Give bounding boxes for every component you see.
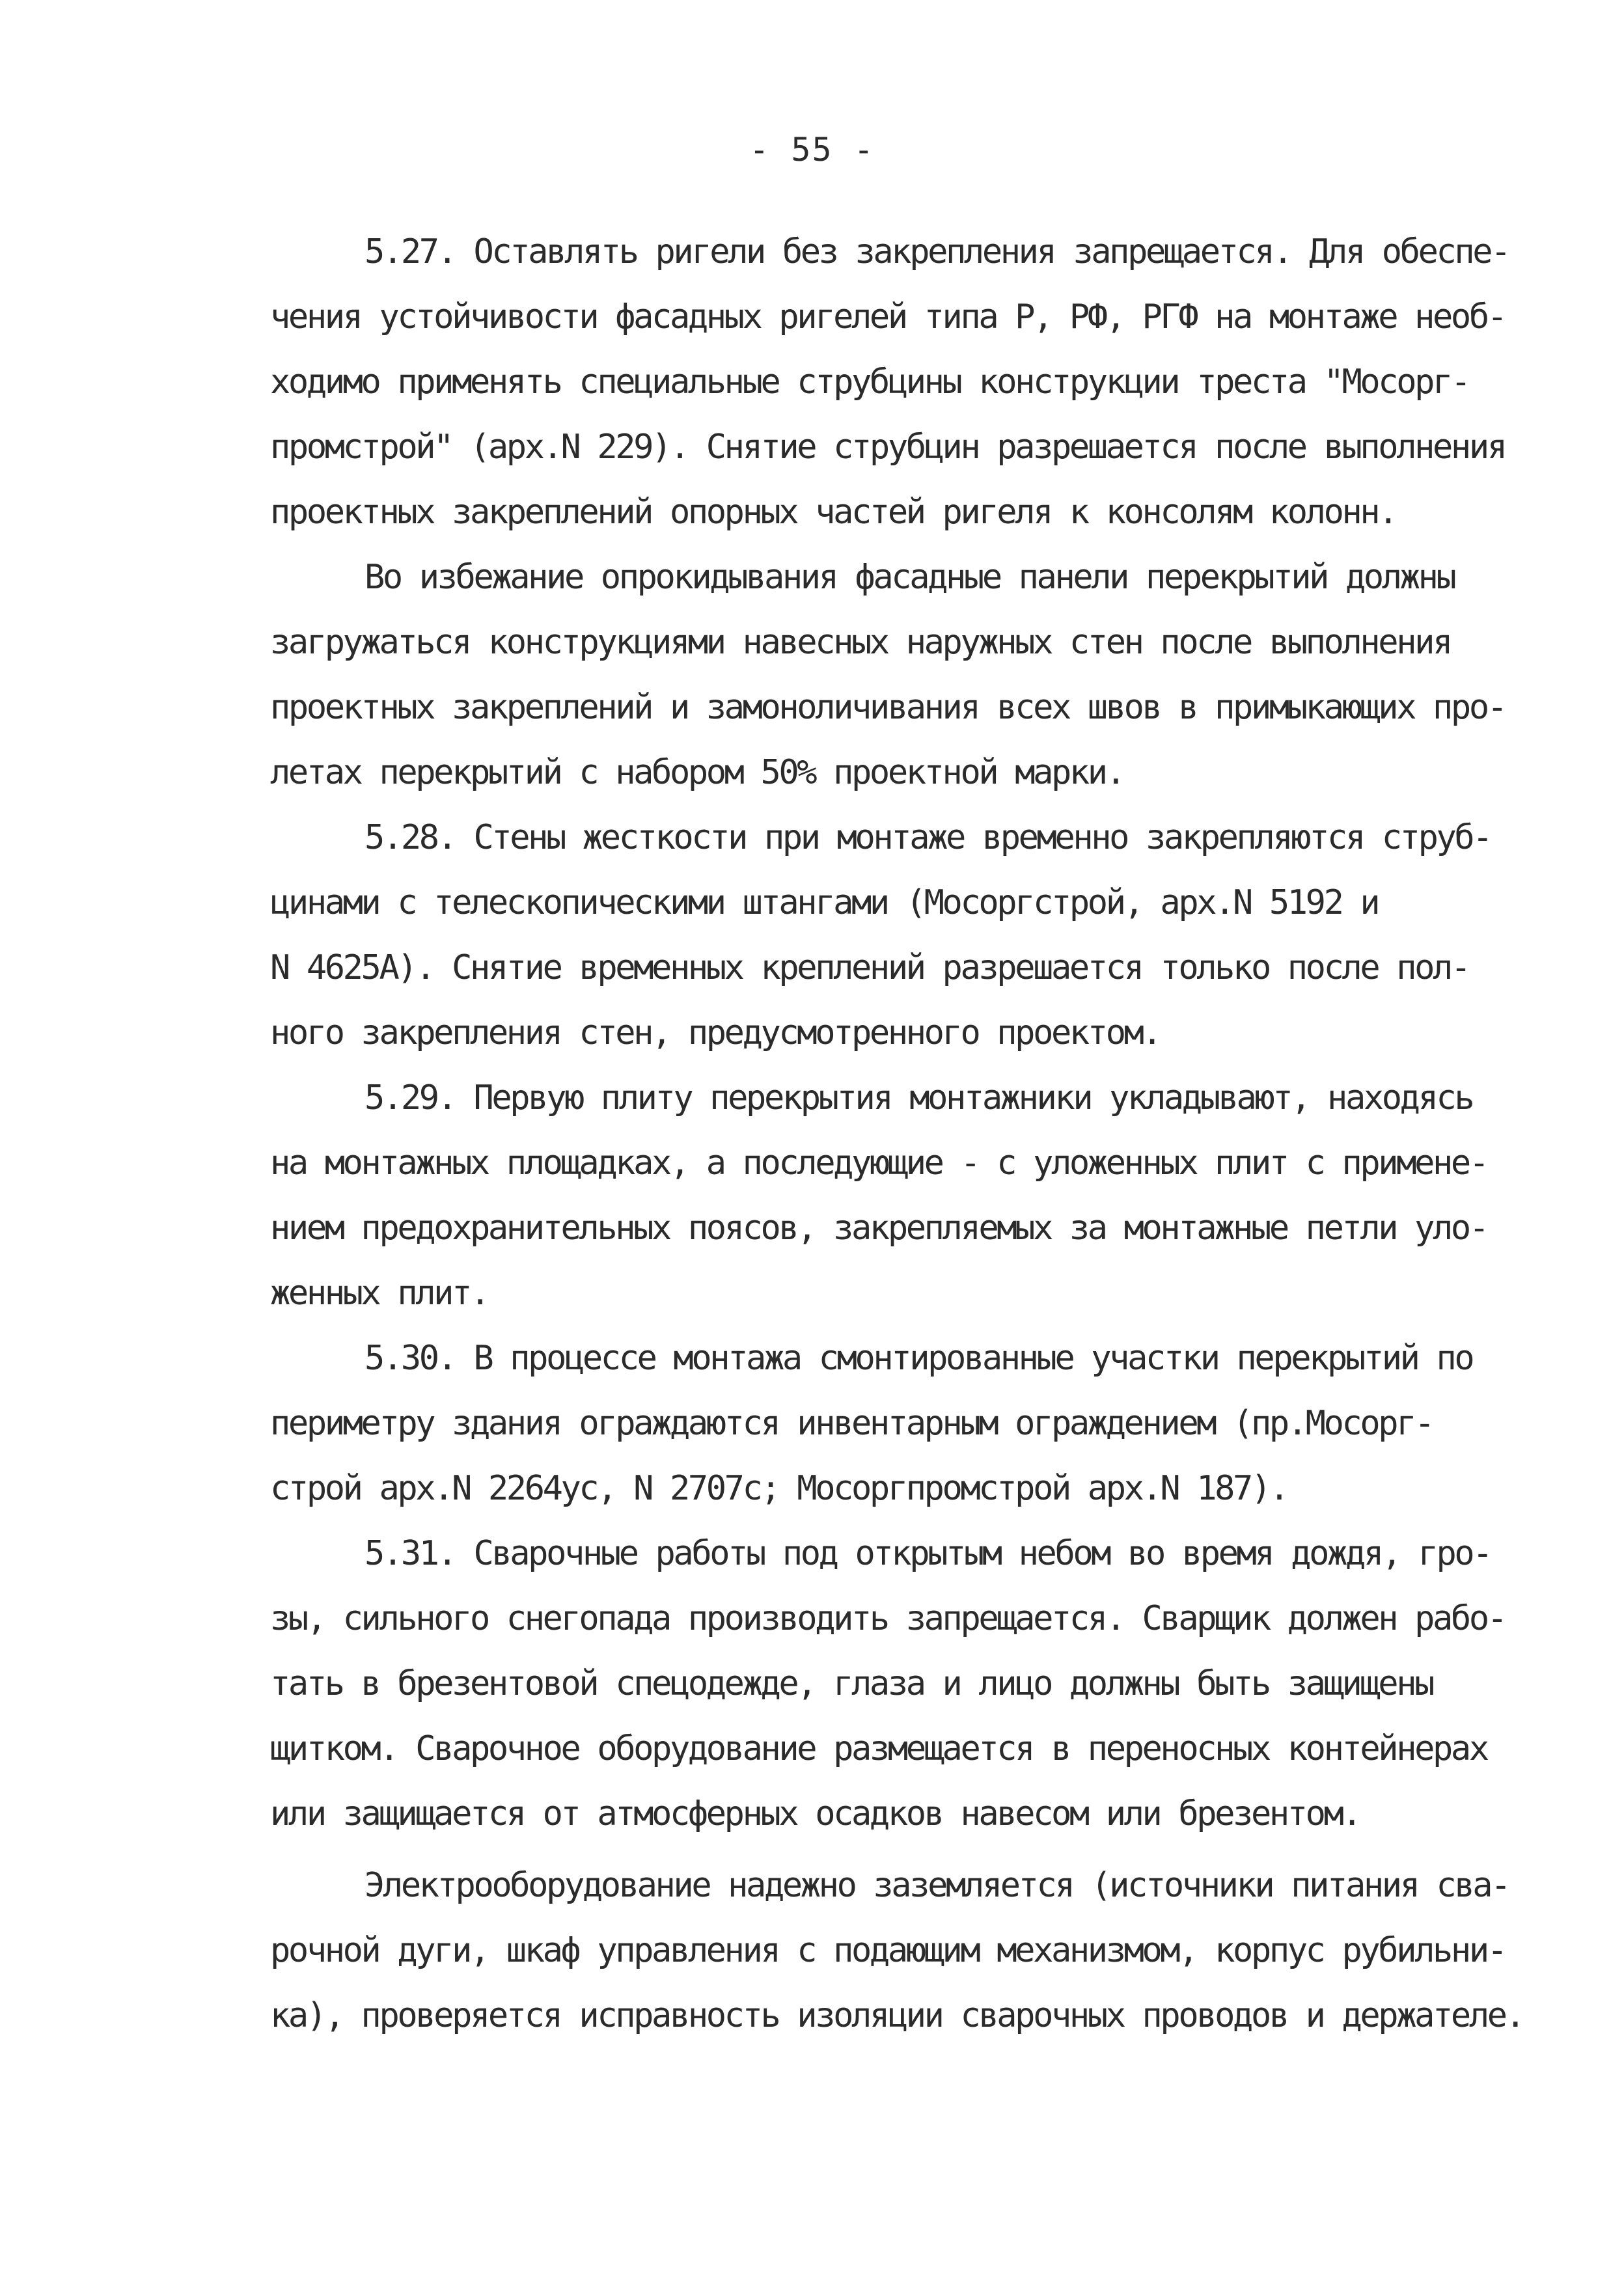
text-line: тать в брезентовой спецодежде, глаза и лицо должны быть защищены bbox=[270, 1664, 1433, 1703]
text-line: цинами с телескопическими штангами (Мосоргстрой, арх.N 5192 и bbox=[270, 883, 1379, 922]
text-line: нием предохранительных поясов, закрепляемых за монтажные петли уло- bbox=[270, 1209, 1487, 1248]
text-line: 5.27. Оставлять ригели без закрепления запрещается. Для обеспе- bbox=[365, 232, 1509, 271]
text-line: женных плит. bbox=[270, 1274, 488, 1313]
text-line: рочной дуги, шкаф управления с подающим механизмом, корпус рубильни- bbox=[270, 1931, 1506, 1970]
text-line: строй арх.N 2264ус, N 2707с; Мосоргпромстрой арх.N 187). bbox=[270, 1469, 1287, 1508]
text-line: Электрооборудование надежно заземляется (источники питания сва- bbox=[365, 1866, 1509, 1905]
text-line: ного закрепления стен, предусмотренного проектом. bbox=[270, 1013, 1161, 1052]
text-line: проектных закреплений опорных частей ригеля к консолям колонн. bbox=[270, 493, 1397, 532]
text-line: зы, сильного снегопада производить запрещается. Сварщик должен рабо- bbox=[270, 1599, 1506, 1638]
text-line: Во избежание опрокидывания фасадные панели перекрытий должны bbox=[365, 558, 1455, 597]
text-line: периметру здания ограждаются инвентарным ограждением (пр.Мосорг- bbox=[270, 1404, 1433, 1443]
text-line: загружаться конструкциями навесных наружных стен после выполнения bbox=[270, 623, 1451, 662]
page-number: - 55 - bbox=[749, 131, 875, 169]
text-line: 5.29. Первую плиту перекрытия монтажники укладывают, находясь bbox=[365, 1078, 1473, 1117]
text-line: 5.31. Сварочные работы под открытым небом во время дождя, гро- bbox=[365, 1534, 1491, 1573]
text-line: ка), проверяется исправность изоляции сварочных проводов и держателе. bbox=[270, 1996, 1524, 2035]
text-line: щитком. Сварочное оборудование размещается в переносных контейнерах bbox=[270, 1729, 1487, 1768]
text-line: летах перекрытий с набором 50% проектной марки. bbox=[270, 753, 1124, 792]
text-line: 5.30. В процессе монтажа смонтированные участки перекрытий по bbox=[365, 1339, 1473, 1378]
text-line: проектных закреплений и замоноличивания всех швов в примыкающих про- bbox=[270, 688, 1506, 727]
text-line: 5.28. Стены жесткости при монтаже временно закрепляются струб- bbox=[365, 818, 1491, 857]
text-line: чения устойчивости фасадных ригелей типа Р, РФ, РГФ на монтаже необ- bbox=[270, 297, 1506, 336]
text-line: или защищается от атмосферных осадков навесом или брезентом. bbox=[270, 1794, 1360, 1833]
text-line: на монтажных площадках, а последующие - с уложенных плит с примене- bbox=[270, 1144, 1487, 1183]
text-line: ходимо применять специальные струбцины конструкции треста "Мосорг- bbox=[270, 363, 1469, 402]
text-line: N 4625А). Снятие временных креплений разрешается только после пол- bbox=[270, 948, 1469, 987]
text-line: промстрой" (арх.N 229). Снятие струбцин разрешается после выполнения bbox=[270, 428, 1506, 467]
